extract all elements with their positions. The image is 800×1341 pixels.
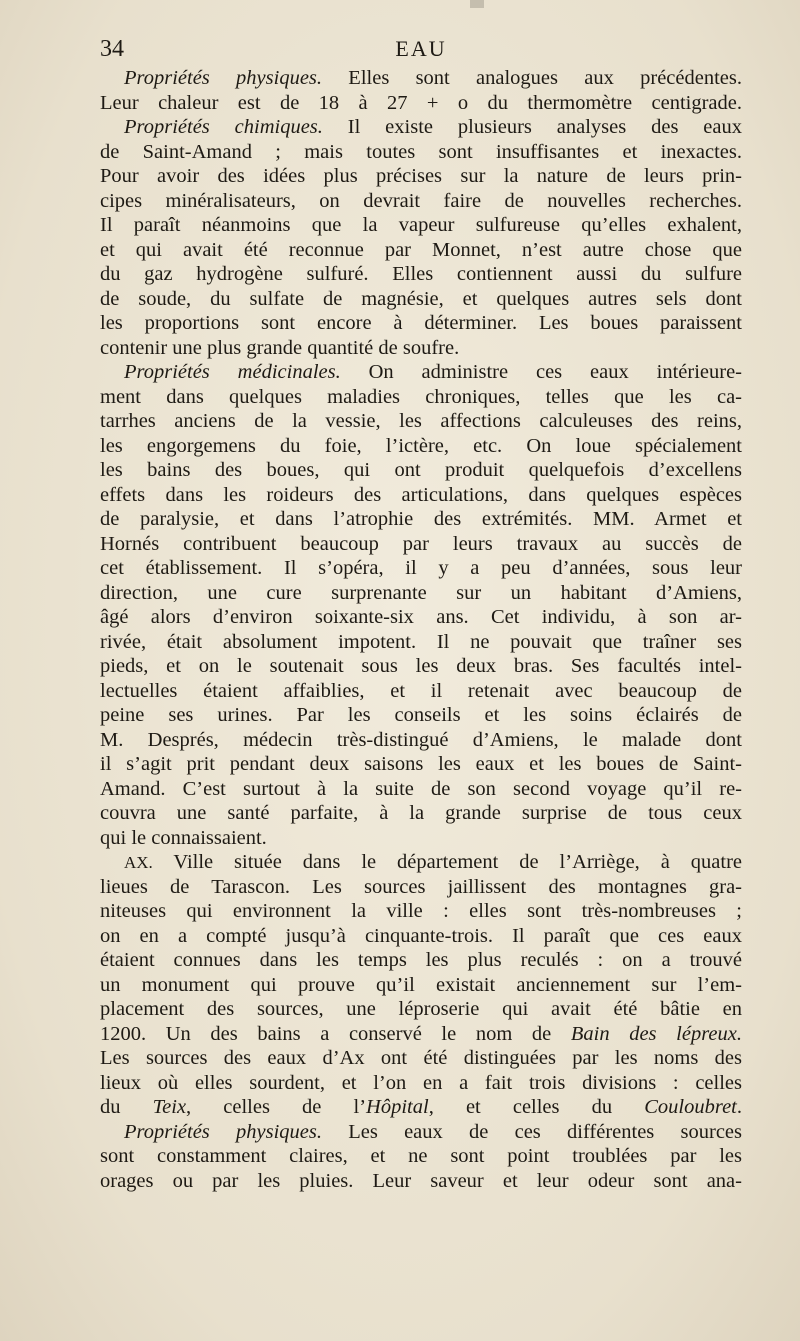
- text-segment: Elles sont analogues aux précédentes.: [322, 67, 742, 89]
- text-segment: les bains des boues, qui ont produit quelquefois d’excellens: [100, 459, 742, 481]
- text-line: [100, 311, 742, 336]
- text-segment: Il existe plusieurs analyses des eaux: [322, 116, 742, 138]
- text-segment: et qui avait été reconnue par Monnet, n’est autre chose que: [100, 238, 742, 261]
- text-segment: Les sources des eaux d’Ax ont été distinguées par les noms des: [100, 1047, 742, 1069]
- text-line: [100, 262, 742, 287]
- text-line: [100, 287, 742, 312]
- text-segment: étaient connues dans les temps les plus reculés : on a trouvé: [100, 949, 742, 971]
- text-line: [100, 728, 742, 753]
- text-line: [100, 164, 742, 189]
- text-line: [100, 752, 742, 777]
- text-segment: rivée, était absolument impotent. Il ne pouvait que traîner ses: [100, 630, 742, 653]
- text-segment: Leur chaleur est de 18 à 27 + o du thermomètre centigrade.: [100, 91, 742, 114]
- print-smudge: [470, 0, 484, 8]
- text-segment: , celles de l’: [186, 1096, 367, 1118]
- text-segment: .: [736, 1096, 742, 1118]
- text-segment: sont constamment claires, et ne sont point troublées par les: [100, 1145, 742, 1167]
- text-line: [100, 409, 742, 434]
- text-line: [100, 140, 742, 165]
- italic-text: Bain des lépreux.: [570, 1022, 742, 1045]
- text-line: [100, 1046, 742, 1071]
- text-segment: niteuses qui environnent la ville : elles sont très-nombreuses ;: [100, 900, 742, 922]
- text-segment: Pour avoir des idées plus précises sur la nature de leurs prin-: [100, 165, 742, 187]
- text-line: [100, 385, 742, 410]
- text-line: [100, 483, 742, 508]
- italic-text: Propriétés physiques.: [124, 67, 323, 89]
- text-line: [100, 1144, 742, 1169]
- text-segment: qui le connaissaient.: [100, 826, 267, 849]
- text-segment: lieux où elles sourdent, et l’on en a fait trois divisions : celles: [100, 1071, 742, 1094]
- italic-text: Propriétés physiques.: [124, 1120, 322, 1143]
- italic-text: Couloubret: [644, 1096, 737, 1118]
- text-line: [100, 213, 742, 238]
- running-head: EAU: [395, 36, 447, 61]
- text-line: [100, 850, 742, 875]
- text-segment: On administre ces eaux intérieure-: [340, 361, 742, 383]
- text-line: [100, 434, 742, 459]
- text-segment: il s’agit prit pendant deux saisons les eaux et les boues de Saint-: [100, 753, 742, 775]
- text-segment: M. Després, médecin très-distingué d’Amiens, le malade dont: [100, 728, 742, 751]
- text-segment: ment dans quelques maladies chroniques, telles que les ca-: [100, 385, 742, 408]
- text-line: [100, 703, 742, 728]
- text-segment: de paralysie, et dans l’atrophie des extrémités. MM. Armet et: [100, 508, 742, 530]
- text-line: [100, 997, 742, 1022]
- text-line: [100, 1169, 742, 1194]
- text-line: [100, 826, 742, 851]
- text-line: [100, 777, 742, 802]
- text-line: [100, 875, 742, 900]
- text-segment: de Saint-Amand ; mais toutes sont insuffisantes et inexactes.: [100, 140, 742, 163]
- text-line: [100, 91, 742, 116]
- text-line: [100, 924, 742, 949]
- text-line: [100, 189, 742, 214]
- text-segment: les proportions sont encore à déterminer. Les boues paraissent: [100, 312, 742, 334]
- body-text: [100, 66, 742, 1193]
- text-segment: pieds, et on le soutenait sous les deux bras. Ses facultés intel-: [100, 655, 742, 677]
- text-segment: placement des sources, une léproserie qui avait été bâtie en: [100, 998, 742, 1020]
- text-line: [100, 654, 742, 679]
- text-segment: lectuelles étaient affaiblies, et il retenait avec beaucoup de: [100, 679, 742, 702]
- text-segment: Ville située dans le département de l’Arriège, à quatre: [152, 851, 742, 873]
- text-segment: du gaz hydrogène sulfuré. Elles contiennent aussi du sulfure: [100, 263, 742, 285]
- text-line: [100, 581, 742, 606]
- text-line: [100, 948, 742, 973]
- page-header: [100, 36, 742, 66]
- text-segment: Amand. C’est surtout à la suite de son second voyage qu’il re-: [100, 777, 742, 800]
- text-line: [100, 458, 742, 483]
- page-number: 34: [100, 36, 124, 62]
- text-line: [100, 238, 742, 263]
- text-line: [100, 532, 742, 557]
- text-line: [100, 360, 742, 385]
- text-line: [100, 801, 742, 826]
- text-line: [100, 1120, 742, 1145]
- text-segment: peine ses urines. Par les conseils et les soins éclairés de: [100, 704, 742, 726]
- text-line: [100, 507, 742, 532]
- text-segment: âgé alors d’environ soixante-six ans. Cet individu, à son ar-: [100, 606, 742, 628]
- text-line: [100, 899, 742, 924]
- italic-text: Propriétés chimiques.: [124, 116, 323, 138]
- text-segment: tarrhes anciens de la vessie, les affections calculeuses des reins,: [100, 410, 742, 432]
- text-segment: lieues de Tarascon. Les sources jaillissent des montagnes gra-: [100, 875, 742, 898]
- text-segment: Hornés contribuent beaucoup par leurs travaux au succès de: [100, 532, 742, 555]
- small-caps-text: AX.: [124, 853, 153, 872]
- text-segment: Il paraît néanmoins que la vapeur sulfureuse qu’elles exhalent,: [100, 214, 742, 236]
- text-segment: orages ou par les pluies. Leur saveur et leur odeur sont ana-: [100, 1169, 742, 1192]
- italic-text: Propriétés médicinales.: [124, 361, 341, 383]
- text-segment: on en a compté jusqu’à cinquante-trois. Il paraît que ces eaux: [100, 924, 742, 947]
- text-segment: les engorgemens du foie, l’ictère, etc. On loue spécialement: [100, 434, 742, 457]
- text-line: [100, 115, 742, 140]
- text-line: [100, 1095, 742, 1120]
- text-segment: 1200. Un des bains a conservé le nom de: [100, 1022, 571, 1045]
- text-line: [100, 973, 742, 998]
- text-segment: effets dans les roideurs des articulations, dans quelques espèces: [100, 483, 742, 506]
- italic-text: Hôpital: [366, 1096, 429, 1118]
- text-line: [100, 605, 742, 630]
- text-line: [100, 679, 742, 704]
- text-line: [100, 1071, 742, 1096]
- text-segment: contenir une plus grande quantité de soufre.: [100, 336, 460, 359]
- text-segment: un monument qui prouve qu’il existait anciennement sur l’em-: [100, 973, 742, 996]
- text-segment: cipes minéralisateurs, on devrait faire de nouvelles recherches.: [100, 189, 742, 212]
- italic-text: Teix: [152, 1096, 187, 1118]
- text-line: [100, 336, 742, 361]
- text-line: [100, 1022, 742, 1047]
- text-line: [100, 630, 742, 655]
- text-line: [100, 556, 742, 581]
- text-segment: , et celles du: [428, 1096, 645, 1118]
- text-segment: de soude, du sulfate de magnésie, et quelques autres sels dont: [100, 287, 742, 310]
- text-line: [100, 66, 742, 91]
- text-segment: cet établissement. Il s’opéra, il y a peu d’années, sous leur: [100, 557, 742, 579]
- text-segment: couvra une santé parfaite, à la grande surprise de tous ceux: [100, 802, 742, 824]
- text-segment: du: [100, 1096, 153, 1118]
- text-segment: direction, une cure surprenante sur un habitant d’Amiens,: [100, 581, 742, 604]
- text-segment: Les eaux de ces différentes sources: [322, 1120, 742, 1143]
